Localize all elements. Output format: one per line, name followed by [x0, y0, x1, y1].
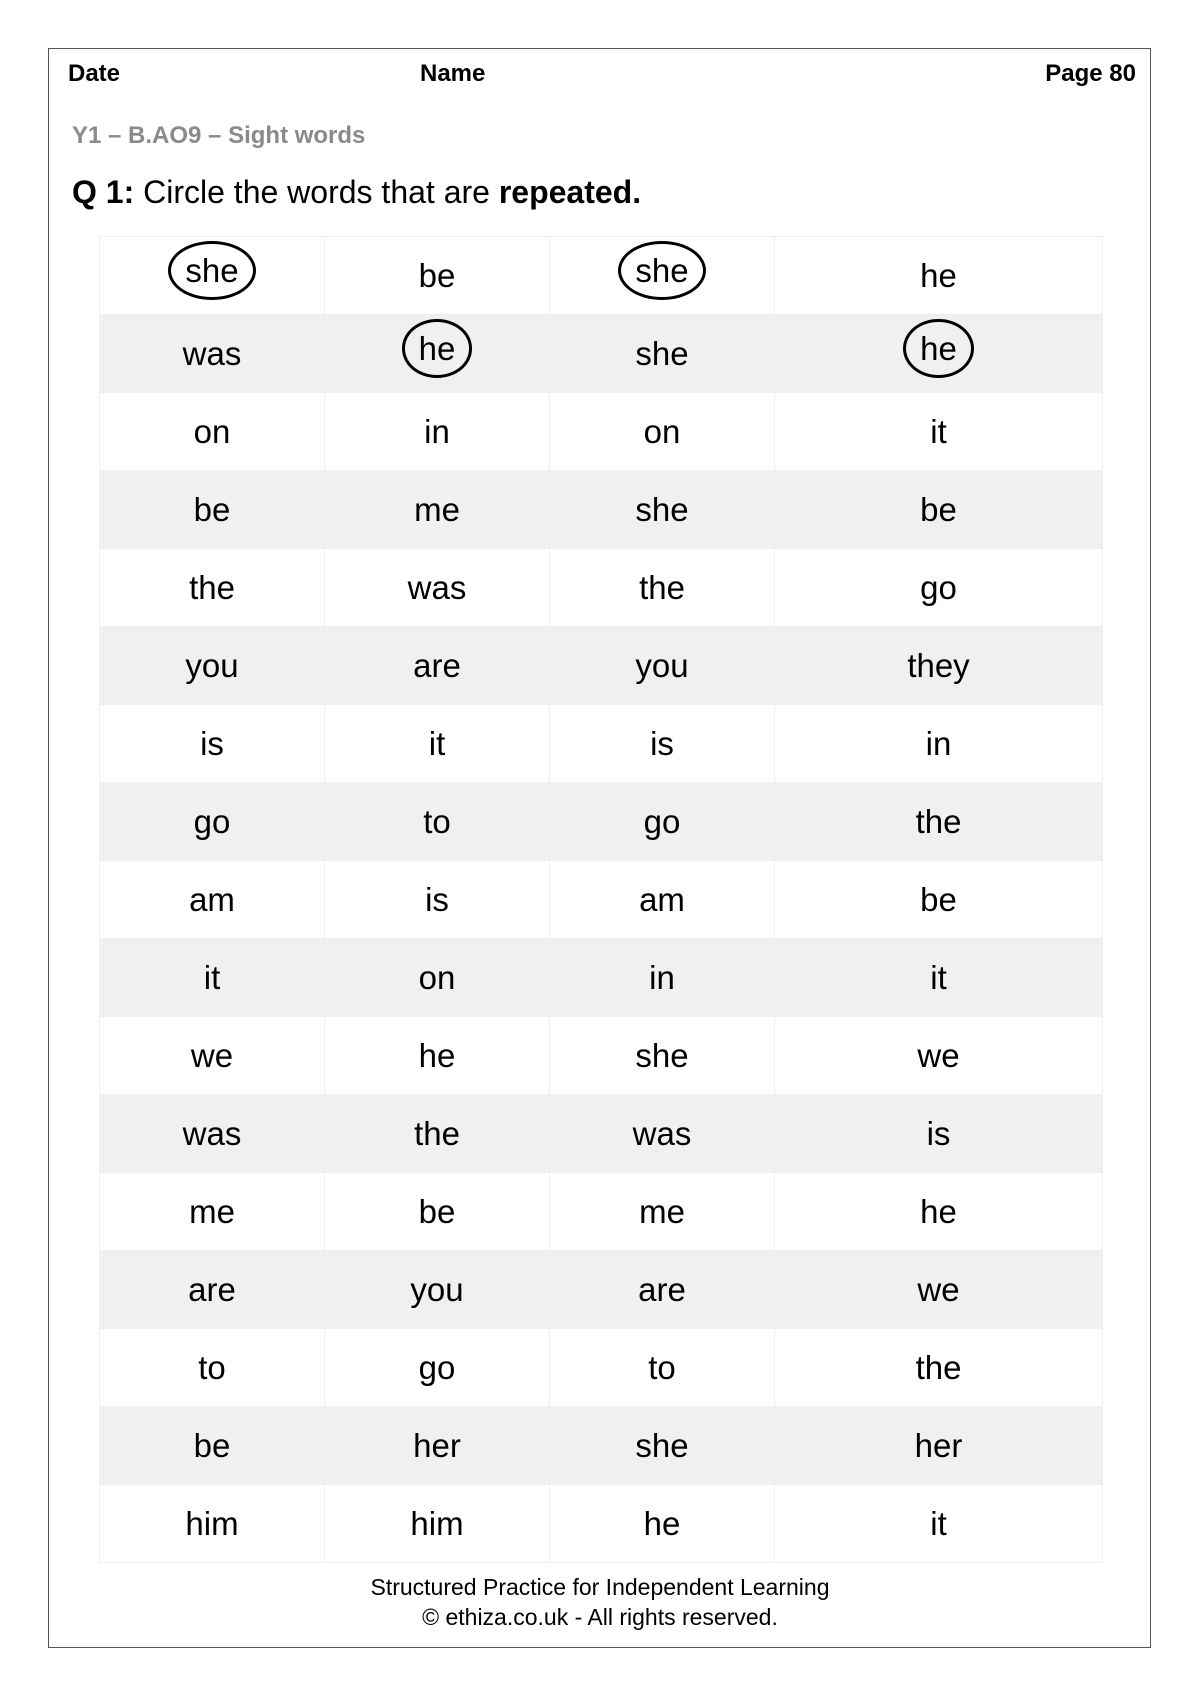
- footer-line-1: Structured Practice for Independent Learning: [370, 1574, 830, 1600]
- word-cell[interactable]: [775, 1329, 1103, 1407]
- word: me: [189, 1192, 235, 1230]
- word: it: [203, 958, 221, 996]
- word-cell[interactable]: [775, 471, 1103, 549]
- word: be: [193, 490, 231, 528]
- word: be: [920, 880, 957, 918]
- word: she: [635, 334, 689, 372]
- word: it: [930, 1504, 947, 1542]
- word-cell[interactable]: [325, 939, 550, 1017]
- word-cell[interactable]: [325, 1017, 550, 1095]
- word: go: [193, 802, 231, 840]
- word: was: [182, 334, 242, 372]
- word-cell[interactable]: [775, 1173, 1103, 1251]
- word: her: [413, 1426, 461, 1464]
- word-cell[interactable]: [550, 1485, 775, 1563]
- grid-row: [100, 393, 1103, 471]
- word: be: [418, 256, 456, 294]
- grid-row: [100, 1485, 1103, 1563]
- grid-row: [100, 1329, 1103, 1407]
- question-1: [72, 174, 641, 211]
- word-cell[interactable]: [775, 1017, 1103, 1095]
- grid-row: [100, 939, 1103, 1017]
- circled-word: she: [618, 241, 705, 300]
- word: is: [926, 1114, 951, 1152]
- word: the: [639, 568, 685, 606]
- word-grid: [99, 236, 1103, 1563]
- word-cell[interactable]: [100, 237, 325, 315]
- word-cell[interactable]: [100, 1017, 325, 1095]
- word: is: [200, 724, 224, 762]
- circled-word: he: [903, 319, 974, 378]
- word-cell[interactable]: [100, 549, 325, 627]
- word: we: [917, 1270, 960, 1308]
- word: was: [182, 1114, 242, 1152]
- word: the: [915, 1348, 962, 1386]
- word: am: [639, 880, 685, 918]
- word-cell[interactable]: [775, 393, 1103, 471]
- footer-line-2: © ethiza.co.uk - All rights reserved.: [422, 1604, 778, 1630]
- word: he: [920, 1192, 957, 1230]
- word: me: [639, 1192, 685, 1230]
- word: to: [198, 1348, 226, 1386]
- word-cell[interactable]: [325, 549, 550, 627]
- word-cell[interactable]: [325, 783, 550, 861]
- word-cell[interactable]: [775, 783, 1103, 861]
- question-emphasis: repeated.: [498, 174, 642, 210]
- word: the: [414, 1114, 460, 1152]
- word-cell[interactable]: [550, 1407, 775, 1485]
- word-cell[interactable]: [100, 1485, 325, 1563]
- word-cell[interactable]: [550, 1173, 775, 1251]
- word: her: [914, 1426, 963, 1464]
- word-cell[interactable]: [550, 1017, 775, 1095]
- word: they: [907, 646, 970, 684]
- date-label: Date: [68, 60, 121, 87]
- word: go: [643, 802, 681, 840]
- word: the: [915, 802, 962, 840]
- word-cell[interactable]: [325, 1173, 550, 1251]
- word-cell[interactable]: [550, 627, 775, 705]
- word-cell[interactable]: [550, 315, 775, 393]
- word-cell[interactable]: [100, 1407, 325, 1485]
- word: was: [407, 568, 467, 606]
- word: we: [190, 1036, 234, 1074]
- word: go: [418, 1348, 456, 1386]
- word: was: [632, 1114, 692, 1152]
- word: are: [188, 1270, 236, 1308]
- word-cell[interactable]: [325, 627, 550, 705]
- word-cell[interactable]: [100, 471, 325, 549]
- word-cell[interactable]: [775, 1095, 1103, 1173]
- word-cell[interactable]: [550, 939, 775, 1017]
- word: the: [189, 568, 235, 606]
- grid-row: [100, 705, 1103, 783]
- word-cell[interactable]: [100, 1329, 325, 1407]
- word-cell[interactable]: [325, 315, 550, 393]
- word-cell[interactable]: [325, 861, 550, 939]
- grid-row: [100, 471, 1103, 549]
- word-cell[interactable]: [775, 1485, 1103, 1563]
- word-cell[interactable]: [100, 627, 325, 705]
- word-cell[interactable]: [550, 1329, 775, 1407]
- word: you: [410, 1270, 464, 1308]
- word-cell[interactable]: [325, 705, 550, 783]
- word: on: [418, 958, 456, 996]
- circled-word: he: [402, 319, 473, 378]
- word-cell[interactable]: [100, 861, 325, 939]
- word-cell[interactable]: [100, 939, 325, 1017]
- word-cell[interactable]: [550, 549, 775, 627]
- word: am: [189, 880, 235, 918]
- grid-row: [100, 783, 1103, 861]
- word-cell[interactable]: [550, 1095, 775, 1173]
- word: on: [643, 412, 681, 450]
- grid-row: [100, 861, 1103, 939]
- word-cell[interactable]: [550, 237, 775, 315]
- word-cell[interactable]: [775, 549, 1103, 627]
- word-cell[interactable]: [550, 861, 775, 939]
- word: be: [193, 1426, 231, 1464]
- topic-code: Y1 – B.AO9 – Sight words: [72, 122, 366, 149]
- word-cell[interactable]: [775, 237, 1103, 315]
- word: you: [635, 646, 689, 684]
- word-cell[interactable]: [775, 861, 1103, 939]
- word: is: [650, 724, 674, 762]
- word-cell[interactable]: [100, 1173, 325, 1251]
- grid-row: [100, 627, 1103, 705]
- word: to: [648, 1348, 676, 1386]
- word-cell[interactable]: [775, 315, 1103, 393]
- word: are: [413, 646, 461, 684]
- word-cell[interactable]: [550, 393, 775, 471]
- grid-row: [100, 549, 1103, 627]
- word-cell[interactable]: [100, 705, 325, 783]
- word: it: [930, 412, 947, 450]
- question-number: Q 1:: [72, 174, 135, 210]
- word-cell[interactable]: [775, 705, 1103, 783]
- word-cell[interactable]: [775, 627, 1103, 705]
- word: in: [925, 724, 952, 762]
- page-number: Page 80: [1045, 60, 1136, 87]
- word-cell[interactable]: [775, 1251, 1103, 1329]
- grid-row: [100, 237, 1103, 315]
- word: he: [920, 256, 957, 294]
- word-cell[interactable]: [325, 1407, 550, 1485]
- name-label: Name: [420, 60, 486, 87]
- word-cell[interactable]: [775, 1407, 1103, 1485]
- word: we: [917, 1036, 960, 1074]
- footer: [0, 1572, 1200, 1632]
- word-cell[interactable]: [550, 471, 775, 549]
- word-cell[interactable]: [325, 237, 550, 315]
- circled-word: she: [168, 241, 255, 300]
- word: she: [635, 1426, 689, 1464]
- word: she: [635, 1036, 689, 1074]
- word-cell[interactable]: [325, 393, 550, 471]
- word: it: [930, 958, 947, 996]
- word: in: [649, 958, 675, 996]
- word-cell[interactable]: [100, 393, 325, 471]
- word-cell[interactable]: [550, 705, 775, 783]
- word-cell[interactable]: [550, 1251, 775, 1329]
- word-cell[interactable]: [325, 1485, 550, 1563]
- word: are: [638, 1270, 686, 1308]
- word: be: [920, 490, 957, 528]
- grid-row: [100, 1017, 1103, 1095]
- word-cell[interactable]: [325, 1095, 550, 1173]
- word: is: [425, 880, 449, 918]
- question-text: Circle the words that are: [134, 174, 499, 210]
- word: you: [185, 646, 239, 684]
- word-cell[interactable]: [100, 315, 325, 393]
- word: on: [193, 412, 231, 450]
- grid-row: [100, 1407, 1103, 1485]
- word: he: [418, 1036, 456, 1074]
- word: me: [414, 490, 460, 528]
- word: him: [185, 1504, 239, 1542]
- grid-row: [100, 1095, 1103, 1173]
- word: go: [920, 568, 957, 606]
- word-cell[interactable]: [550, 783, 775, 861]
- grid-row: [100, 1251, 1103, 1329]
- word: he: [643, 1504, 681, 1542]
- word-cell[interactable]: [775, 939, 1103, 1017]
- word-cell[interactable]: [325, 471, 550, 549]
- word-cell[interactable]: [100, 783, 325, 861]
- word-cell[interactable]: [100, 1251, 325, 1329]
- word: him: [410, 1504, 464, 1542]
- word-cell[interactable]: [325, 1329, 550, 1407]
- word: it: [428, 724, 446, 762]
- word-cell[interactable]: [100, 1095, 325, 1173]
- grid-row: [100, 1173, 1103, 1251]
- grid-row: [100, 315, 1103, 393]
- word: she: [635, 490, 689, 528]
- word: be: [418, 1192, 456, 1230]
- word: in: [424, 412, 450, 450]
- word-cell[interactable]: [325, 1251, 550, 1329]
- word: to: [423, 802, 451, 840]
